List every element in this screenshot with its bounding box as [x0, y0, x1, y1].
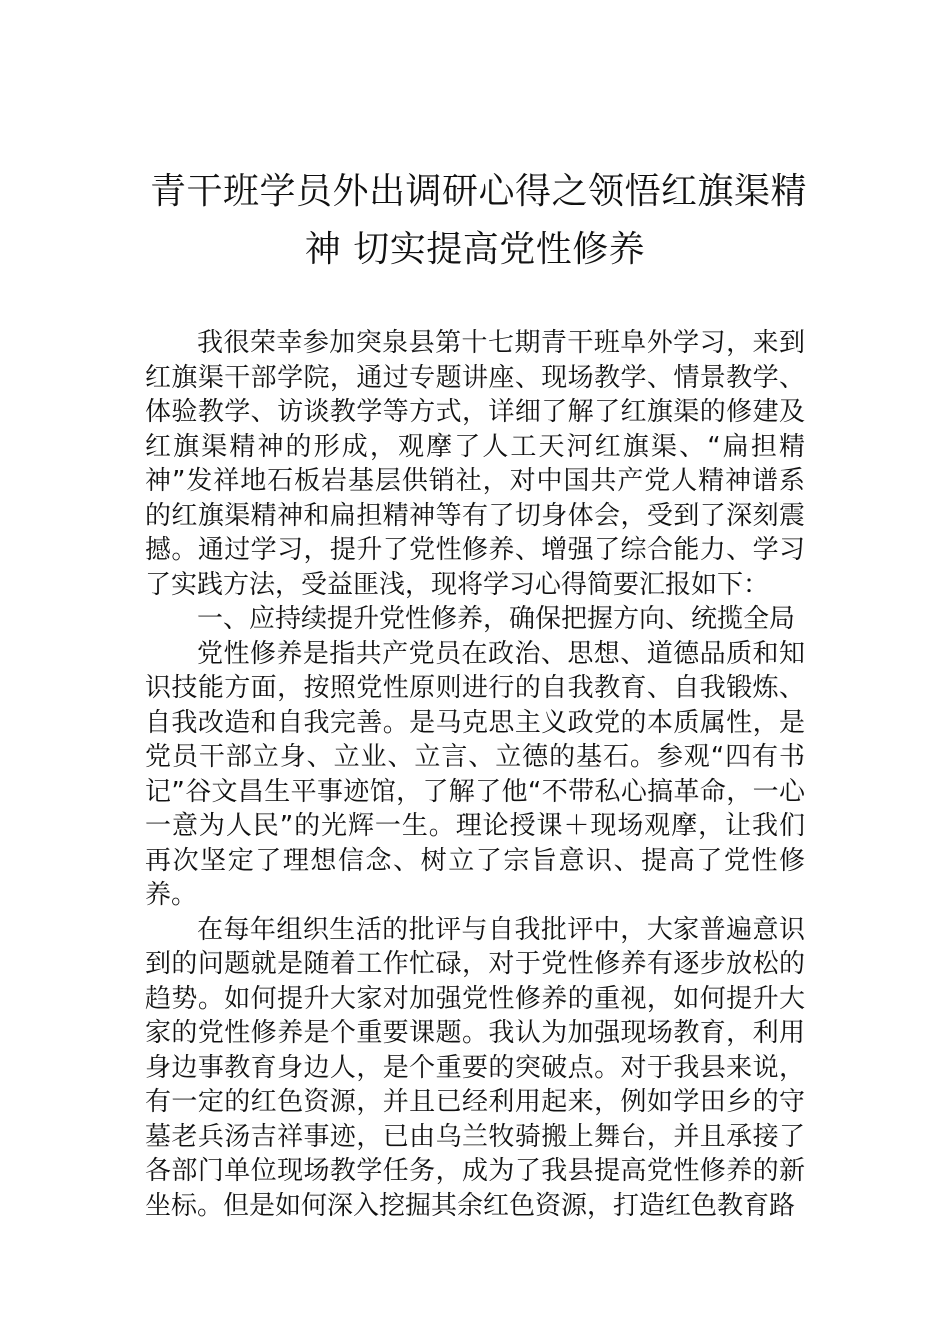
title-line-2: 神 切实提高党性修养	[304, 229, 646, 270]
document-body	[145, 326, 805, 1223]
paragraph-organization-life: 在每年组织生活的批评与自我批评中，大家普遍意识到的问题就是随着工作忙碌，对于党性修养有逐步放松的趋势。如何提升大家对加强党性修养的重视，如何提升大家的党性修养是个重要课题。我认为加强现场教育，利用身边事教育身边人，是个重要的突破点。对于我县来说，有一定的红色资源，并且已经利用起来，例如学田乡的守墓老兵汤吉祥事迹，已由乌兰牧骑搬上舞台，并且承接了各部门单位现场教学任务，成为了我县提高党性修养的新坐标。但是如何深入挖掘其余红色资源，打造红色教育路	[145, 914, 805, 1221]
document-title	[150, 163, 808, 279]
paragraph-intro: 我很荣幸参加突泉县第十七期青干班阜外学习，来到红旗渠干部学院，通过专题讲座、现场教学、情景教学、体验教学、访谈教学等方式，详细了解了红旗渠的修建及红旗渠精神的形成，观摩了人工天河红旗渠、“扁担精神”发祥地石板岩基层供销社，对中国共产党人精神谱系的红旗渠精神和扁担精神等有了切身体会，受到了深刻震撼。通过学习，提升了党性修养、增强了综合能力、学习了实践方法，受益匪浅，现将学习心得简要汇报如下：	[145, 328, 805, 600]
title-line-1: 青干班学员外出调研心得之领悟红旗渠精	[150, 171, 808, 212]
paragraph-party-spirit: 党性修养是指共产党员在政治、思想、道德品质和知识技能方面，按照党性原则进行的自我教育、自我锻炼、自我改造和自我完善。是马克思主义政党的本质属性，是党员干部立身、立业、立言、立德的基石。参观“四有书记”谷文昌生平事迹馆，了解了他“不带私心搞革命，一心一意为人民”的光辉一生。理论授课＋现场观摩，让我们再次坚定了理想信念、树立了宗旨意识、提高了党性修养。	[145, 638, 805, 910]
section-heading-1: 一、应持续提升党性修养，确保把握方向、统揽全局	[197, 604, 796, 634]
